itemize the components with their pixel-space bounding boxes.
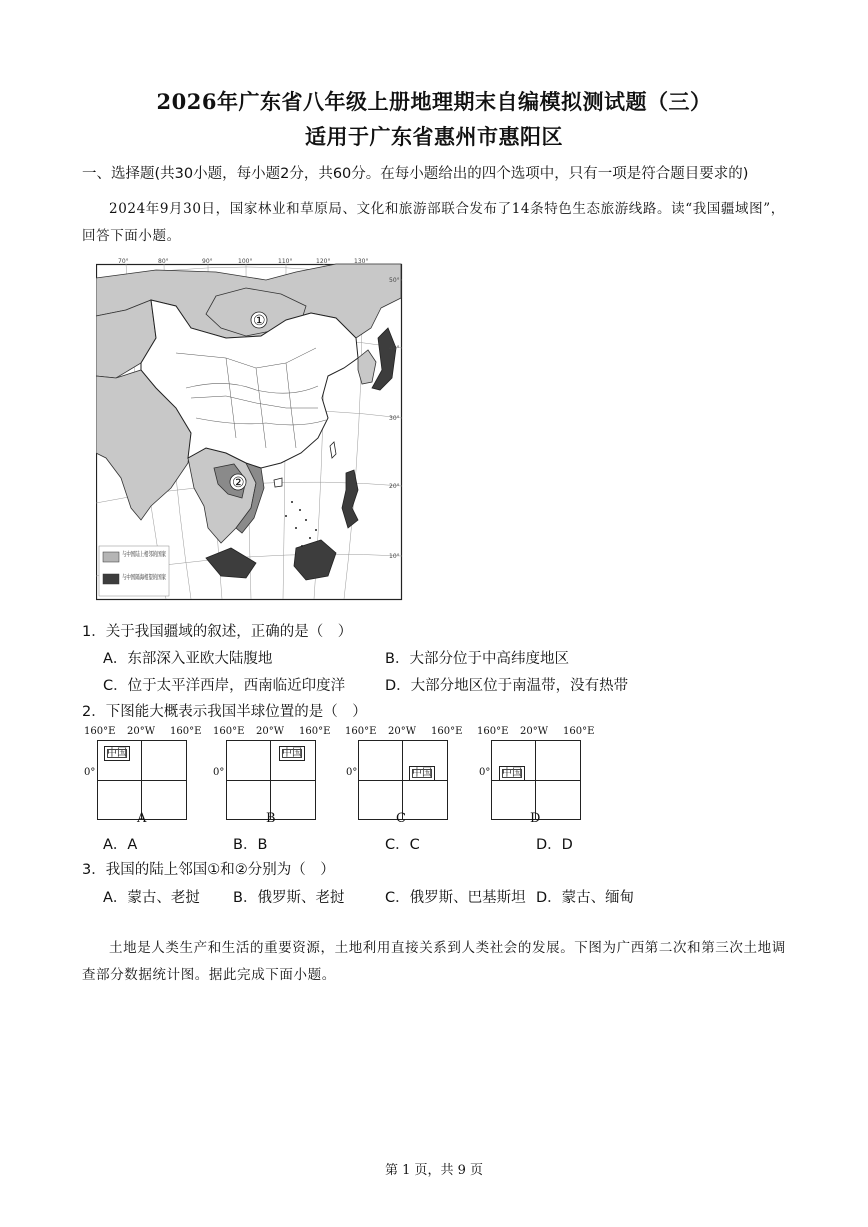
lon-label: 80° [158, 258, 169, 265]
lon-label: 120° [316, 258, 331, 265]
lat-label: 50° [389, 277, 400, 284]
lat-label: 0° [213, 767, 225, 778]
lon-mid-label: 20°W [520, 726, 549, 737]
lon-right-label: 160°E [563, 726, 595, 737]
q2-option-b[interactable]: B．B [233, 837, 268, 853]
china-territory-map [96, 258, 404, 601]
passage-intro-map: 2024年9月30日，国家林业和草原局、文化和旅游部联合发布了14条特色生态旅游线路。读“我国疆域图”，回答下面小题。 [82, 201, 785, 244]
q3-option-a[interactable]: A．蒙古、老挝 [103, 890, 200, 906]
lon-label: 70° [118, 258, 129, 265]
lon-right-label: 160°E [431, 726, 463, 737]
lat-label: 0° [84, 767, 96, 778]
q3-option-d[interactable]: D．蒙古、缅甸 [536, 890, 635, 906]
q3-option-b[interactable]: B．俄罗斯、老挝 [233, 890, 345, 906]
question-1-stem: 1．关于我国疆域的叙述，正确的是（ ） [82, 624, 353, 640]
q2-option-d[interactable]: D．D [536, 837, 573, 853]
legend-label-sea: 与中国隔海相望的国家 [122, 573, 187, 581]
page-footer: 第 1 页，共 9 页 [384, 1163, 484, 1178]
lon-right-label: 160°E [299, 726, 331, 737]
lon-left-label: 160°E [477, 726, 509, 737]
passage-intro-land: 土地是人类生产和生活的重要资源，土地利用直接关系到人类社会的发展。下图为广西第二次和第三次土地调查部分数据统计图。据此完成下面小题。 [82, 940, 786, 983]
q1-option-b[interactable]: B．大部分位于中高纬度地区 [385, 651, 569, 667]
hainan [274, 478, 282, 487]
china-box: 中国 [279, 746, 305, 761]
china-box: 中国 [104, 746, 130, 761]
lon-label: 100° [238, 258, 253, 265]
diagram-letter: C [396, 811, 406, 826]
lat-label: 0° [346, 767, 358, 778]
lon-label: 110° [278, 258, 293, 265]
lon-mid-label: 20°W [388, 726, 417, 737]
question-3-stem: 3．我国的陆上邻国①和②分别为（ ） [82, 862, 335, 878]
lon-mid-label: 20°W [256, 726, 285, 737]
diagram-letter: D [530, 811, 541, 826]
section-heading: 一、选择题(共30小题，每小题2分，共60分。在每小题给出的四个选项中，只有一项是符合题目要求的) [82, 166, 749, 182]
lon-label: 90° [202, 258, 213, 265]
lat-label: 40° [389, 345, 400, 352]
legend-label-land: 与中国陆上相邻的国家 [122, 550, 187, 558]
diagram-letter: A [137, 811, 147, 826]
diagram-letter: B [266, 811, 276, 826]
q2-option-a[interactable]: A．A [103, 837, 138, 853]
lon-label: 130° [354, 258, 369, 265]
lon-left-label: 160°E [213, 726, 245, 737]
lon-mid-label: 20°W [127, 726, 156, 737]
lat-label: 10° [389, 553, 400, 560]
question-2-stem: 2．下图能大概表示我国半球位置的是（ ） [82, 704, 367, 720]
q1-option-d[interactable]: D．大部分地区位于南温带，没有热带 [385, 678, 629, 694]
legend-swatch-sea [103, 574, 119, 584]
legend-swatch-land [103, 552, 119, 562]
lat-label: 20° [389, 483, 400, 490]
marker-1: ① [253, 313, 266, 329]
exam-subtitle: 适用于广东省惠州市惠阳区 [305, 124, 563, 149]
china-box: 中国 [499, 766, 525, 781]
lat-label: 0° [479, 767, 491, 778]
lon-left-label: 160°E [345, 726, 377, 737]
exam-title: 2026年广东省八年级上册地理期末自编模拟测试题（三） [156, 89, 712, 114]
marker-2: ② [232, 475, 245, 491]
lon-left-label: 160°E [84, 726, 116, 737]
map-legend [99, 546, 187, 596]
q3-option-c[interactable]: C．俄罗斯、巴基斯坦 [385, 890, 526, 906]
q2-option-c[interactable]: C．C [385, 837, 420, 853]
q1-option-c[interactable]: C．位于太平洋西岸，西南临近印度洋 [103, 678, 346, 694]
lon-right-label: 160°E [170, 726, 202, 737]
lat-label: 30° [389, 415, 400, 422]
china-box: 中国 [409, 766, 435, 781]
q1-option-a[interactable]: A．东部深入亚欧大陆腹地 [103, 651, 273, 667]
